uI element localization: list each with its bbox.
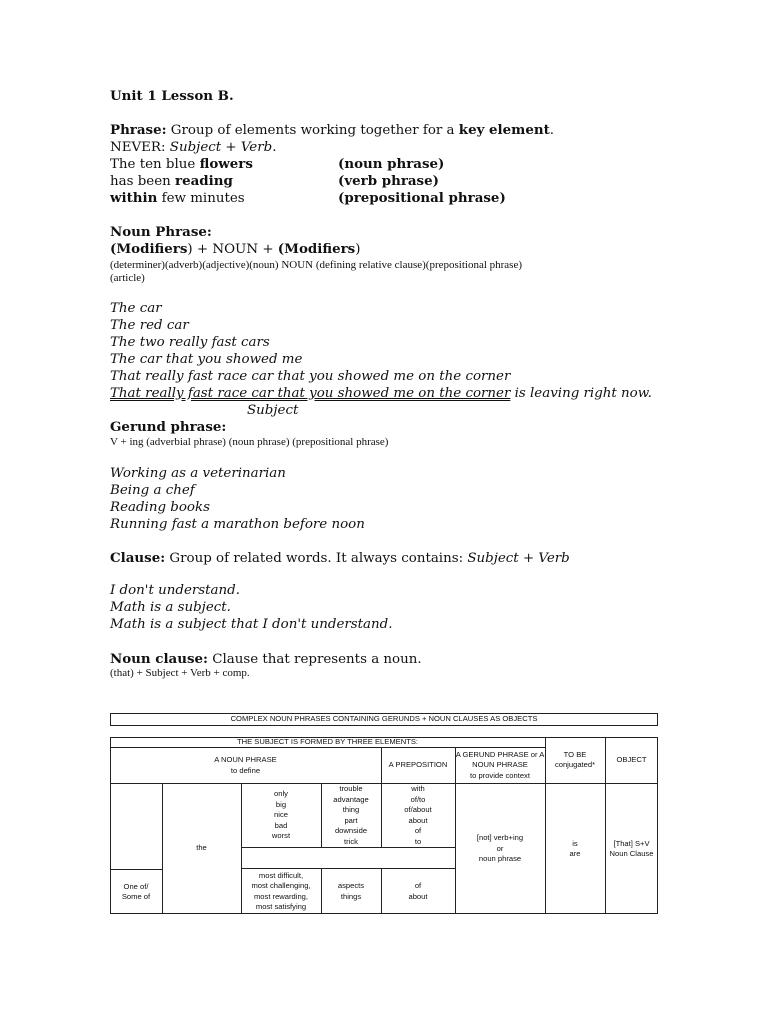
gerund-example: Running fast a marathon before noon	[110, 517, 365, 532]
col-object: OBJECT	[616, 754, 647, 764]
phrase-def-text: Group of elements working together for a	[166, 123, 459, 138]
example-label: (noun phrase)	[338, 156, 445, 172]
header-line: to provide context	[470, 770, 530, 780]
col-gerund	[455, 748, 545, 783]
noun-clause-term: Noun clause:	[110, 651, 208, 667]
noun-clause-def: Clause that represents a noun.	[207, 652, 422, 667]
cell-line: only	[274, 789, 288, 799]
gerund-example: Being a chef	[110, 483, 195, 498]
cell-line: most difficult,	[258, 870, 304, 880]
cell-line: trouble	[339, 784, 363, 793]
formula-part: )	[355, 242, 361, 257]
tobe-value-cell	[545, 784, 605, 914]
cell-line: of	[414, 881, 422, 890]
example-label: (prepositional phrase)	[338, 190, 506, 206]
cell-line: Some of	[121, 892, 151, 901]
table-title: COMPLEX NOUN PHRASES CONTAINING GERUNDS + NOUN CLAUSES AS OBJECTS	[230, 714, 538, 724]
formula-modifiers: Modifiers	[116, 241, 188, 257]
cell-line: of/to	[410, 794, 426, 804]
never-value: Subject + Verb	[169, 140, 273, 155]
subject-sentence-rest: is leaving right now.	[510, 386, 652, 401]
formula-noun: ) + NOUN +	[187, 242, 278, 257]
cell-line: part	[344, 815, 358, 825]
example-text: The ten blue	[110, 157, 200, 172]
header-line: A GERUND PHRASE or A	[455, 749, 545, 759]
cell-line: aspects	[337, 881, 365, 890]
one-of-cell	[110, 870, 162, 914]
cell-line: things	[340, 891, 362, 901]
noun-phrase-example: The two really fast cars	[110, 335, 270, 350]
example-head-word: reading	[175, 173, 233, 189]
clause-term: Clause:	[110, 550, 166, 566]
cell-line: Noun Clause	[609, 849, 654, 858]
cell-line: thing	[342, 805, 360, 814]
phrase-key-element: key element	[458, 122, 550, 138]
example-head-word: within	[110, 190, 158, 206]
cell-line: nice	[274, 810, 288, 820]
formula-modifiers: Modifiers	[284, 241, 356, 257]
gerund-phrase-heading: Gerund phrase:	[110, 419, 227, 435]
noun-clause-structure: (that) + Subject + Verb + comp.	[110, 667, 250, 679]
cell-line: big	[275, 799, 287, 809]
header-line: A NOUN PHRASE	[214, 755, 277, 764]
clause-example: I don't understand.	[110, 583, 240, 598]
phrase-term: Phrase:	[110, 122, 167, 138]
example-text-rest: few minutes	[157, 191, 245, 206]
cell-line: trick	[344, 836, 358, 846]
article-cell: the	[196, 843, 207, 853]
cell-line: most satisfying	[255, 902, 307, 911]
gerund-example: Reading books	[110, 500, 210, 515]
subject-header: THE SUBJECT IS FORMED BY THREE ELEMENTS:	[236, 736, 419, 746]
clause-example: Math is a subject.	[110, 600, 231, 615]
phrase-def-end: .	[549, 123, 555, 138]
header-line: NOUN PHRASE	[472, 760, 528, 770]
nouns-top-cell	[321, 784, 381, 847]
cell-line: [not] verb+ing	[476, 833, 524, 843]
clause-def: Group of related words. It always contains:	[165, 551, 468, 566]
cell-line: are	[569, 849, 581, 858]
gerund-phrase-structure: V + ing (adverbial phrase) (noun phrase) (prepositional phrase)	[110, 436, 389, 448]
clause-example: Math is a subject that I don't understand.	[110, 617, 393, 632]
clause-def-italic: Subject + Verb	[467, 551, 570, 566]
cell-line: worst	[271, 831, 291, 841]
grid-line	[241, 847, 455, 848]
subject-label: Subject	[247, 403, 299, 418]
gerund-value-cell	[455, 784, 545, 914]
subject-underlined: That really fast race car that you showed me on the corner	[110, 386, 511, 401]
noun-phrase-structure-article: (article)	[110, 272, 145, 284]
noun-phrase-example: The car	[110, 301, 162, 316]
lesson-title: Unit 1 Lesson B.	[110, 88, 234, 104]
noun-phrase-example: The car that you showed me	[110, 352, 303, 367]
preps-top-cell	[381, 784, 455, 847]
cell-line: of/about	[404, 805, 432, 814]
example-head-word: flowers	[199, 156, 253, 172]
example-label: (verb phrase)	[338, 173, 439, 189]
formula-part: (	[277, 241, 285, 257]
cell-line: downside	[334, 826, 368, 835]
cell-line: with	[411, 784, 425, 793]
cell-line: about	[408, 891, 428, 901]
cell-line: One of/	[123, 881, 149, 891]
header-line: TO BE	[563, 749, 587, 759]
cell-line: is	[572, 838, 578, 848]
col-preposition: A PREPOSITION	[388, 760, 448, 770]
noun-phrase-example: The red car	[110, 318, 189, 333]
adjectives-bottom-cell	[241, 869, 321, 914]
formula-part: (	[110, 241, 117, 257]
nouns-bottom-cell	[321, 869, 381, 914]
cell-line: of	[414, 826, 422, 835]
noun-phrase-example: That really fast race car that you showed me on the corner	[110, 369, 511, 384]
preps-bottom-cell	[381, 869, 455, 914]
cell-line: [That] S+V	[613, 838, 650, 848]
header-line: to define	[230, 765, 261, 775]
cell-line: noun phrase	[478, 854, 522, 864]
cell-line: bad	[274, 820, 288, 830]
gerund-example: Working as a veterinarian	[110, 466, 286, 481]
cell-line: advantage	[333, 794, 369, 804]
cell-line: most challenging,	[251, 881, 311, 890]
adjectives-top-cell	[241, 784, 321, 847]
cell-line: or	[496, 843, 504, 853]
header-line: conjugated*	[554, 760, 596, 769]
col-noun-phrase	[110, 748, 381, 783]
cell-line: about	[408, 815, 428, 825]
cell-line: most rewarding,	[253, 891, 309, 901]
never-label: NEVER:	[110, 140, 170, 155]
never-end: .	[272, 140, 277, 155]
noun-phrase-heading: Noun Phrase:	[110, 224, 212, 240]
cell-line: to	[414, 836, 422, 846]
example-text: has been	[110, 174, 176, 189]
col-tobe	[545, 737, 605, 783]
object-value-cell	[605, 784, 658, 914]
noun-phrase-structure: (determiner)(adverb)(adjective)(noun) NOUN (defining relative clause)(prepositional phrase)	[110, 259, 523, 271]
